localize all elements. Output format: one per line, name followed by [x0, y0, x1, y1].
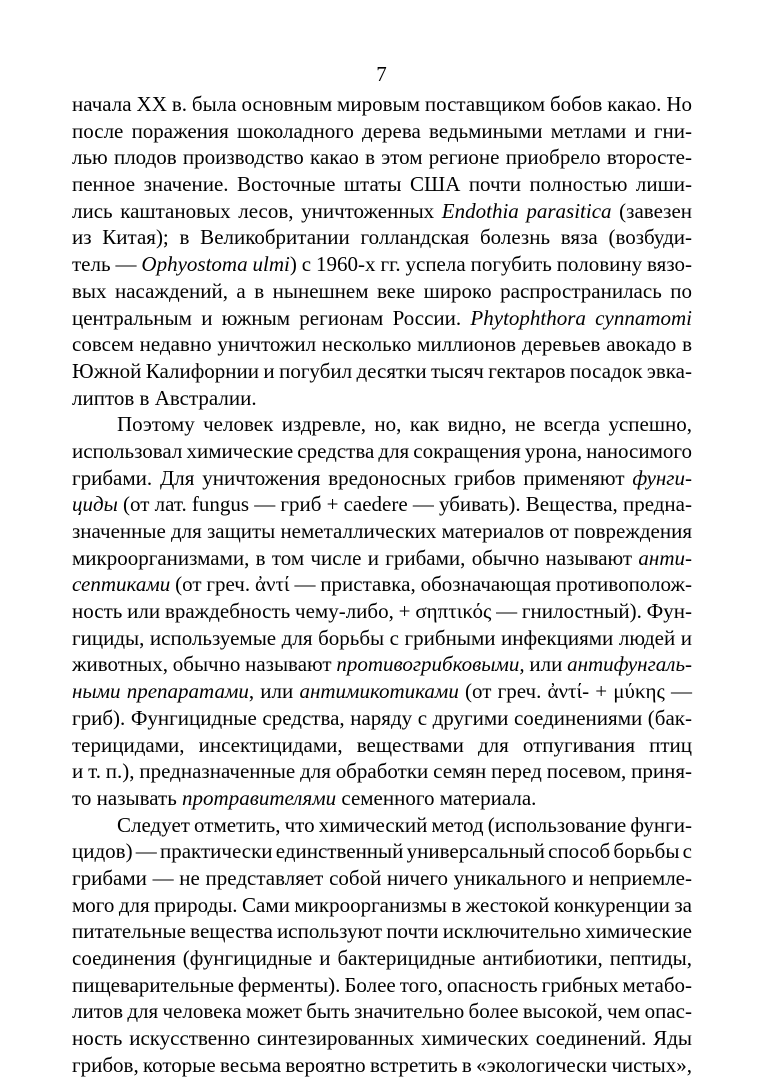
- text-run: терицидами, инсектицидами, веществами для отпугивания птиц: [72, 732, 692, 757]
- text-line: [72, 305, 692, 332]
- text-run: соединения (фунгицидные и бактерицидные антибиотики, пептиды,: [72, 946, 692, 970]
- text-run: (от греч. ἀντί- + μύκης —: [458, 679, 693, 704]
- text-line: [72, 865, 692, 892]
- text-run: грибами — не представляет собой ничего уникального и неприемле-: [72, 865, 692, 890]
- italic-term: противогрибковыми,: [336, 652, 525, 677]
- text-line: [72, 278, 692, 305]
- italic-term: ными препаратами: [72, 679, 249, 704]
- italic-term: Ophyostoma ulmi: [141, 252, 290, 277]
- text-run: грибами. Для уничтожения вредоносных грибов применяют: [72, 465, 633, 490]
- text-run: ность искусственно синтезированных химических соединений. Яды: [72, 1026, 692, 1051]
- text-line: [72, 545, 692, 572]
- text-run: ность или враждебность чему-либо, + σηπτικός — гнилостный). Фун-: [72, 599, 692, 624]
- text-run: центральным и южным регионам России.: [72, 305, 471, 330]
- italic-term: фунги-: [632, 465, 692, 490]
- text-run: значенные для защиты неметаллических материалов от повреждения: [72, 519, 692, 543]
- text-line: [72, 651, 692, 678]
- text-run: Следует отметить, что химический метод (использование фунги-: [117, 812, 692, 837]
- text-line: [72, 625, 692, 652]
- text-run: грибов, которые весьма вероятно встретить в «экологически чистых»,: [72, 1052, 692, 1077]
- text-run: гициды, используемые для борьбы с грибными инфекциями людей и: [72, 625, 692, 650]
- text-line: [72, 518, 692, 545]
- page-number: 7: [376, 62, 387, 86]
- text-run: то называть: [72, 785, 183, 810]
- text-line: [72, 598, 692, 625]
- italic-term: циды: [72, 492, 118, 517]
- text-run: начала XX в. была основным мировым поставщиком бобов какао. Но: [72, 92, 692, 116]
- text-run: вых насаждений, а в нынешнем веке широко распространилась по: [72, 278, 692, 303]
- text-run: или: [524, 652, 568, 677]
- text-run: (от лат. fungus — гриб + caedere — убивать). Вещества, предна-: [117, 492, 692, 517]
- paragraph: [72, 91, 692, 411]
- italic-term: антимикотиками: [299, 679, 459, 704]
- text-line: [72, 118, 692, 145]
- text-run: лись каштановых лесов, уничтоженных: [72, 198, 442, 223]
- text-line: [72, 251, 692, 278]
- italic-term: Phytophthora cynnamomi: [470, 305, 692, 330]
- text-line: [72, 571, 692, 598]
- text-line: [72, 998, 692, 1025]
- text-run: питательные вещества используют почти исключительно химические: [72, 919, 692, 944]
- text-run: семенного материала.: [336, 785, 537, 810]
- text-run: после поражения шоколадного дерева ведьмиными метлами и гни-: [72, 118, 692, 143]
- text-line: [72, 198, 692, 225]
- text-line: [72, 438, 692, 465]
- italic-term: септиками: [72, 572, 171, 597]
- text-line: [72, 358, 692, 385]
- text-line: [72, 972, 692, 999]
- text-run: и т. п.), предназначенные для обработки семян перед посевом, приня-: [72, 759, 692, 784]
- text-line: [72, 732, 692, 759]
- text-line: [72, 838, 692, 865]
- text-line: [72, 411, 692, 438]
- italic-term: Endothia parasitica: [441, 198, 612, 223]
- text-run: Поэтому человек издревле, но, как видно, не всегда успешно,: [117, 412, 692, 437]
- italic-term: антифунгаль-: [567, 652, 692, 677]
- text-line: [72, 385, 692, 412]
- text-run: липтов в Австралии.: [72, 385, 257, 410]
- text-run: совсем недавно уничтожил несколько миллионов деревьев авокадо в: [72, 332, 692, 357]
- text-line: [72, 892, 692, 919]
- italic-term: протравителями: [182, 785, 337, 810]
- text-run: микроорганизмами, в том числе и грибами, обычно называют: [72, 545, 639, 570]
- text-run: гриб). Фунгицидные средства, наряду с другими соединениями (бак-: [72, 705, 692, 730]
- text-run: литов для человека может быть значительно более высокой, чем опас-: [72, 999, 692, 1024]
- paragraph: [72, 812, 692, 1079]
- text-line: [72, 1025, 692, 1052]
- body-text: [72, 91, 692, 1078]
- text-line: [72, 758, 692, 785]
- text-line: [72, 331, 692, 358]
- text-line: [72, 1052, 692, 1079]
- text-run: (завезен: [611, 198, 692, 223]
- text-line: [72, 945, 692, 972]
- text-run: (от греч. ἀντί — приставка, обозначающая противополож-: [170, 572, 692, 597]
- text-line: [72, 918, 692, 945]
- text-run: Южной Калифорнии и погубил десятки тысяч гектаров посадок эвка-: [72, 358, 692, 383]
- text-run: пищеварительные ферменты). Более того, опасность грибных метабо-: [72, 972, 692, 997]
- text-run: животных, обычно называют: [72, 652, 337, 677]
- text-run: из Китая); в Великобритании голландская болезнь вяза (возбуди-: [72, 225, 692, 250]
- text-line: [72, 705, 692, 732]
- text-run: лью плодов производство какао в этом регионе приобрело второсте-: [72, 145, 692, 170]
- text-line: [72, 785, 692, 812]
- text-line: [72, 491, 692, 518]
- text-line: [72, 465, 692, 492]
- text-line: [72, 224, 692, 251]
- text-line: [72, 91, 692, 118]
- paragraph: [72, 411, 692, 811]
- text-line: [72, 144, 692, 171]
- text-run: , или: [248, 679, 300, 704]
- text-run: мого для природы. Сами микроорганизмы в жестокой конкуренции за: [72, 892, 692, 917]
- text-run: тель —: [72, 252, 142, 277]
- text-line: [72, 678, 692, 705]
- italic-term: анти-: [638, 545, 692, 570]
- text-run: использовал химические средства для сокращения урона, наносимого: [72, 438, 692, 463]
- text-run: пенное значение. Восточные штаты США почти полностью лиши-: [72, 172, 692, 197]
- text-line: [72, 812, 692, 839]
- text-run: ) с 1960-х гг. успела погубить половину вязо-: [289, 252, 693, 277]
- text-line: [72, 171, 692, 198]
- text-run: цидов) — практически единственный универсальный способ борьбы с: [72, 839, 692, 864]
